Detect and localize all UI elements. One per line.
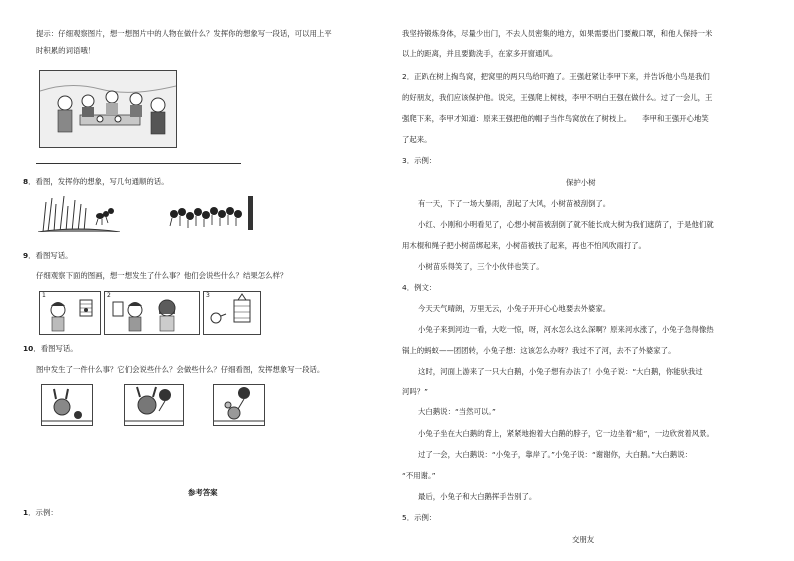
answer-5-label: 5．示例： — [402, 513, 437, 522]
answer-4-paragraph-6-line-1: 过了一会，大白鹅说：“小兔子，靠岸了。”小兔子说：“谢谢你，大白鹅。”大白鹅说： — [418, 450, 692, 459]
answer-4-label: 4．例文： — [402, 283, 437, 292]
answer-4-paragraph-3-line-2: 河吗？” — [402, 387, 429, 396]
rabbit-frame-3 — [213, 384, 265, 426]
answer-2-line-4: 了起来。 — [402, 135, 432, 144]
hint-line-1: 提示：仔细观察图片，想一想图片中的人物在做什么？发挥你的想象写一段话，可以用上平 — [36, 29, 332, 38]
answer-4-paragraph-7: 最后，小兔子和大白鹅挥手告别了。 — [418, 492, 537, 501]
answer-blank-line — [36, 163, 241, 164]
answer-3-title: 保护小树 — [566, 178, 596, 187]
answer-3-paragraph-2-line-2: 用木棍和绳子把小树苗绑起来，小树苗被扶了起来，再也不怕风吹雨打了。 — [402, 241, 646, 250]
question-9-number: 9 — [23, 251, 29, 260]
answer-1-text: ．示例： — [28, 508, 58, 517]
answer-3-paragraph-3: 小树苗乐得笑了，三个小伙伴也笑了。 — [418, 262, 544, 271]
answer-4-paragraph-6-line-2: “不用谢。” — [402, 471, 436, 480]
question-9 — [23, 250, 73, 261]
answer-4-paragraph-1: 今天天气晴朗，万里无云，小兔子开开心心地要去外婆家。 — [418, 304, 611, 313]
question-8-number: 8 — [23, 177, 29, 186]
frame-3-number: 3 — [206, 292, 210, 299]
story-frame-3 — [203, 291, 261, 335]
question-8-text: ．看图，发挥你的想象，写几句通顺的话。 — [28, 177, 169, 186]
question-9-prompt: 仔细观察下面的图画，想一想发生了什么事？他们会说些什么？结果怎么样？ — [36, 271, 288, 280]
question-10-text: ．看图写话。 — [33, 344, 78, 353]
question-10-prompt: 图中发生了一件什么事？它们会说些什么？会做些什么？仔细看图，发挥想象写一段话。 — [36, 365, 325, 374]
question-10-number: 10 — [23, 344, 34, 353]
frame-1-number: 1 — [42, 292, 46, 299]
answer-4-paragraph-4: 大白鹅说：“当然可以。” — [418, 407, 496, 416]
rabbit-frame-2 — [124, 384, 184, 426]
answer-1-line-2: 以上的距离，并且要勤洗手，在家多开窗通风。 — [402, 49, 558, 58]
answer-1-number: 1 — [23, 508, 29, 517]
answer-4-paragraph-5: 小兔子坐在大白鹅的背上，紧紧地抱着大白鹅的脖子，它一边坐着“船”，一边欣赏着风景。 — [418, 429, 714, 438]
frame-2-number: 2 — [107, 292, 111, 299]
answer-1-line-1: 我坚持锻炼身体，尽量少出门，不去人员密集的地方，如果需要出门要戴口罩，和他人保持一米 — [402, 29, 713, 38]
answer-5-title: 交朋友 — [572, 535, 595, 544]
question-9-text: ．看图写话。 — [28, 251, 73, 260]
family-dinner-picture — [39, 70, 177, 148]
answer-4-paragraph-2-line-1: 小兔子来到河边一看，大吃一惊，呀，河水怎么这么深啊？原来河水涨了，小兔子急得像热 — [418, 325, 714, 334]
hint-line-2: 时积累的词语哦！ — [36, 46, 96, 55]
question-10 — [23, 343, 78, 354]
story-frame-2 — [104, 291, 200, 335]
answer-3-label: 3．示例： — [402, 156, 437, 165]
answer-2-line-2: 的好朋友，我们应该保护他。说完，王强爬上树枝，李甲不明白王强在做什么。过了一会儿，王 — [402, 93, 713, 102]
ants-line-picture — [164, 192, 256, 232]
answer-4-paragraph-2-line-2: 锅上的蚂蚁——团团转，小兔子想：这该怎么办呀？我过不了河，去不了外婆家了。 — [402, 346, 676, 355]
answer-key-title: 参考答案 — [188, 488, 218, 497]
answer-3-paragraph-1: 有一天，下了一场大暴雨，刮起了大风，小树苗被刮倒了。 — [418, 199, 611, 208]
answer-1 — [23, 507, 58, 518]
story-frame-1 — [39, 291, 101, 335]
rabbit-frame-1 — [41, 384, 93, 426]
answer-2-line-1: 2．正趴在树上掏鸟窝，把窝里的两只鸟给吓跑了。王强赶紧让李甲下来，并告诉他小鸟是我们 — [402, 72, 710, 81]
answer-3-paragraph-2-line-1: 小红、小刚和小明看见了，心想小树苗被刮倒了就不能长成大树为我们遮荫了，于是他们就 — [418, 220, 714, 229]
question-8 — [23, 176, 169, 187]
answer-2-line-3: 强爬下来，李甲才知道：原来王强把他的帽子当作鸟窝放在了树枝上。 李甲和王强开心地笑 — [402, 114, 709, 123]
answer-4-paragraph-3-line-1: 这时，河面上游来了一只大白鹅，小兔子想有办法了！小兔子说：“大白鹅，你能驮我过 — [418, 367, 703, 376]
grass-ant-picture — [38, 192, 120, 232]
